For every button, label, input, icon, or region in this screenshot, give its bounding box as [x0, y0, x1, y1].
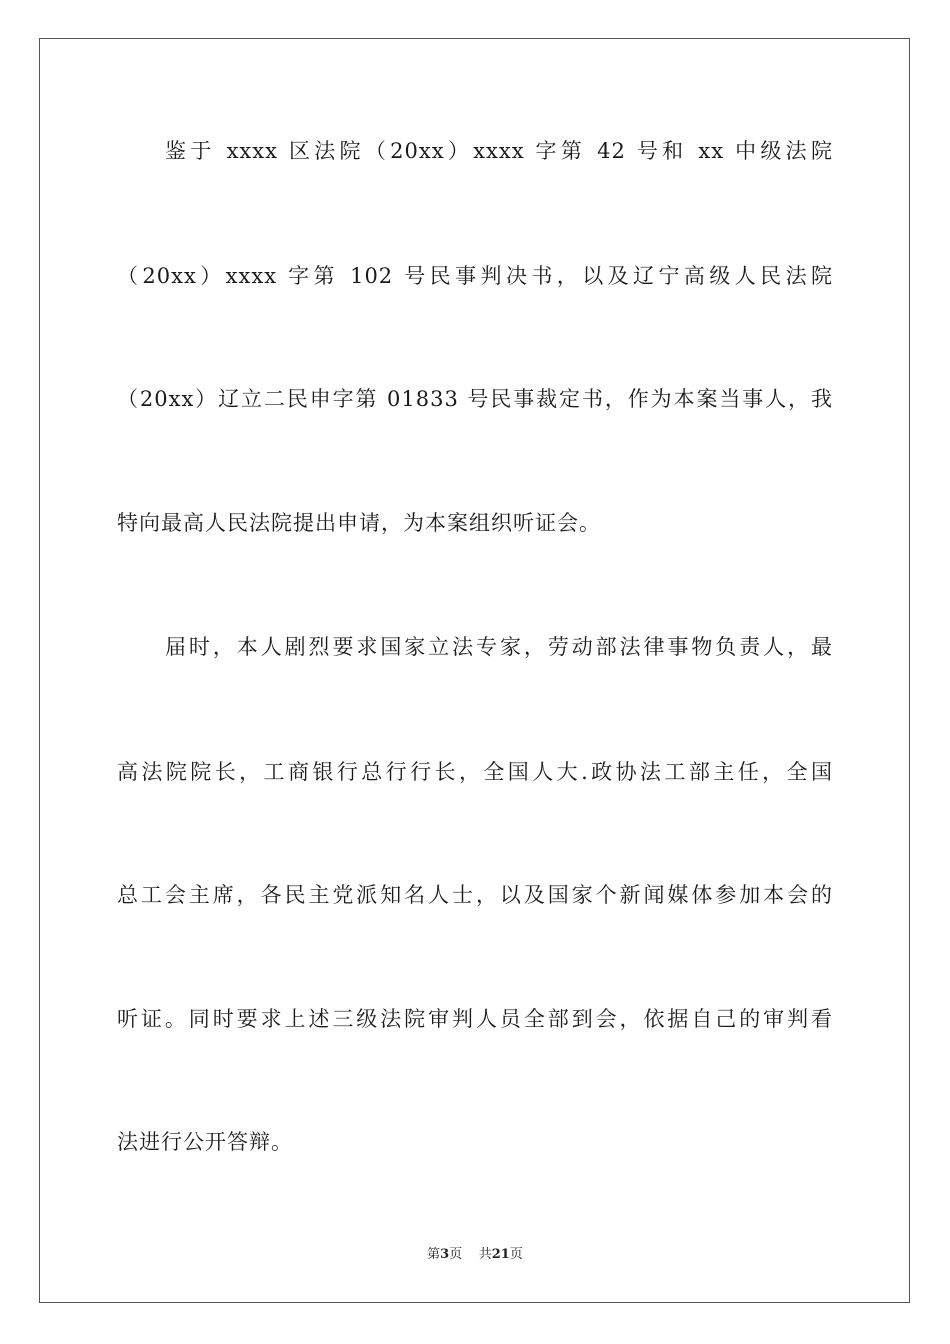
page-footer [0, 1246, 950, 1264]
page-border [39, 38, 910, 1303]
page-suffix: 页 [449, 1247, 463, 1262]
total-prefix: 共 [478, 1247, 492, 1262]
paragraph-1-line-4: 特向最高人民法院提出申请，为本案组织听证会。 [117, 511, 601, 535]
paragraph-1-line-2: （20xx）xxxx 字第 102 号民事判决书，以及辽宁高级人民法院 [117, 264, 833, 288]
paragraph-2-line-3: 总工会主席，各民主党派知名人士，以及国家个新闻媒体参加本会的 [117, 883, 833, 907]
total-pages: 21 [491, 1247, 510, 1262]
total-suffix: 页 [509, 1247, 523, 1262]
paragraph-2-line-4: 听证。同时要求上述三级法院审判人员全部到会，依据自己的审判看 [117, 1007, 833, 1031]
paragraph-2-line-5: 法进行公开答辩。 [117, 1130, 293, 1154]
paragraph-1-line-1: 鉴于 xxxx 区法院（20xx）xxxx 字第 42 号和 xx 中级法院 [165, 139, 833, 163]
paragraph-1-line-3: （20xx）辽立二民申字第 01833 号民事裁定书，作为本案当事人，我 [117, 387, 833, 411]
page-prefix: 第 [427, 1247, 441, 1262]
page-number: 3 [440, 1247, 450, 1262]
paragraph-2-line-1: 届时，本人剧烈要求国家立法专家，劳动部法律事物负责人，最 [165, 635, 833, 659]
paragraph-2-line-2: 高法院院长，工商银行总行行长，全国人大.政协法工部主任，全国 [117, 760, 833, 784]
